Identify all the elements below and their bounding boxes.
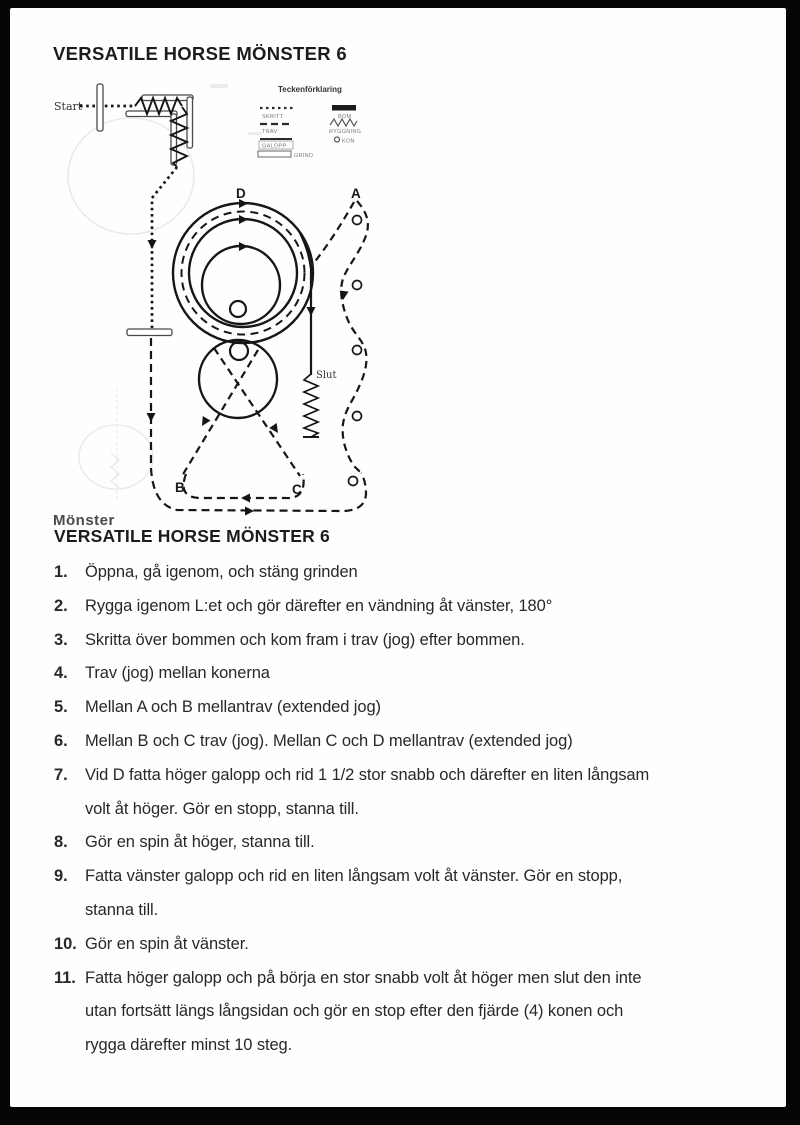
item-text: Skritta över bommen och kom fram i trav (jog) efter bommen.: [85, 630, 525, 649]
page-title: VERSATILE HORSE MÖNSTER 6: [53, 43, 347, 64]
scan-ghost-artifacts: [68, 84, 262, 500]
pattern-diagram: [30, 68, 420, 533]
pole-symbol-icon: [332, 105, 356, 111]
item-text: Trav (jog) mellan konerna: [85, 664, 270, 683]
instruction-item: [54, 962, 784, 1063]
instruction-item: [54, 759, 784, 827]
item-text: stanna till.: [85, 900, 159, 919]
instruction-item: [54, 860, 784, 928]
serpentine-path: [341, 201, 368, 472]
instruction-item: [54, 928, 784, 962]
item-number: 4.: [54, 664, 68, 683]
l-obstacle: [126, 95, 193, 167]
item-text: Fatta vänster galopp och rid en liten långsam volt åt vänster. Gör en stopp,: [85, 867, 623, 886]
item-text: volt åt höger. Gör en stopp, stanna till.: [85, 799, 359, 818]
instructions-heading: VERSATILE HORSE MÖNSTER 6: [54, 526, 330, 546]
bom-pole: [127, 329, 172, 336]
cone-serpentine: [313, 201, 368, 486]
large-fast-circle-inner: [189, 219, 297, 327]
slut-label: Slut: [316, 370, 337, 381]
walk-path: [152, 167, 177, 329]
legend-trav-label: TRAV: [262, 129, 278, 135]
clipped-ghost-text: Mönster: [53, 512, 115, 525]
item-text: Vid D fatta höger galopp och rid 1 1/2 stor snabb och därefter en liten långsam: [85, 765, 650, 784]
small-slow-circle: [202, 246, 280, 324]
backup-zigzag-icon: [330, 119, 357, 126]
marker-b: B: [175, 480, 185, 495]
left-lead-circle: [199, 340, 277, 418]
instruction-list: [54, 526, 784, 1063]
scanned-page: [10, 8, 786, 1107]
marker-a: A: [351, 186, 361, 201]
legend-ryggning-label: RYGGNING: [329, 129, 362, 135]
item-number: 5.: [54, 698, 68, 717]
item-number: 11.: [54, 968, 76, 987]
walk-over-pole-section: [127, 167, 177, 336]
legend-kon-label: KON: [342, 138, 355, 145]
item-text: Öppna, gå igenom, och stäng grinden: [85, 563, 358, 581]
marker-c: C: [292, 482, 302, 497]
instruction-item: [54, 725, 784, 759]
legend-bom-label: BOM: [338, 114, 352, 120]
item-text: Fatta höger galopp och på börja en stor snabb volt åt höger men slut den inte: [85, 968, 642, 987]
cone: [353, 281, 362, 290]
instruction-item: [54, 556, 784, 590]
item-text: rygga därefter minst 10 steg.: [85, 1036, 293, 1055]
spin-right-marker: [230, 301, 246, 317]
instruction-item: [54, 657, 784, 691]
item-number: 9.: [54, 867, 68, 886]
gate-symbol-icon: [258, 151, 291, 157]
item-text: utan fortsätt längs långsidan och gör en stop efter den fjärde (4) konen och: [85, 1002, 624, 1021]
legend-title: Teckenförklaring: [278, 85, 342, 94]
item-number: 1.: [54, 563, 68, 581]
cone: [349, 477, 358, 486]
item-number: 8.: [54, 833, 68, 852]
item-text: Rygga igenom L:et och gör därefter en vändning åt vänster, 180°: [85, 596, 553, 615]
item-text: Gör en spin åt vänster.: [85, 934, 249, 953]
legend: [258, 85, 361, 159]
marker-d: D: [236, 186, 246, 201]
letter-markers: [175, 186, 361, 497]
cone: [353, 412, 362, 421]
instruction-item: [54, 624, 784, 658]
item-number: 7.: [54, 765, 68, 784]
start-label: Start: [54, 100, 83, 113]
a-approach-path: [313, 202, 354, 264]
finish-section: [300, 233, 337, 437]
item-number: 2.: [54, 596, 68, 615]
rail: [142, 95, 193, 101]
item-text: Gör en spin åt höger, stanna till.: [85, 833, 315, 852]
instruction-item: [54, 691, 784, 725]
item-text: Mellan B och C trav (jog). Mellan C och D mellantrav (extended jog): [85, 731, 573, 750]
instruction-item: [54, 590, 784, 624]
canter-circles: [173, 203, 313, 343]
trot-path-inner: [184, 474, 304, 498]
large-fast-circle: [173, 203, 313, 343]
item-number: 6.: [54, 731, 68, 750]
rail: [187, 97, 193, 148]
cone-symbol-icon: [335, 137, 340, 142]
final-backup-zigzag: [304, 374, 318, 437]
spin-markers: [230, 301, 248, 360]
legend-skritt-label: SKRITT: [262, 114, 284, 120]
gate: [97, 84, 103, 131]
spin-left-marker: [230, 342, 248, 360]
item-number: 10.: [54, 934, 77, 953]
instruction-item: [54, 826, 784, 860]
item-number: 3.: [54, 630, 68, 649]
item-text: Mellan A och B mellantrav (extended jog): [85, 698, 381, 717]
start-section: [54, 84, 136, 131]
legend-grind-label: GRIND: [294, 153, 314, 159]
cone: [353, 346, 362, 355]
cone: [353, 216, 362, 225]
legend-galopp-label: GALOPP: [262, 143, 287, 150]
